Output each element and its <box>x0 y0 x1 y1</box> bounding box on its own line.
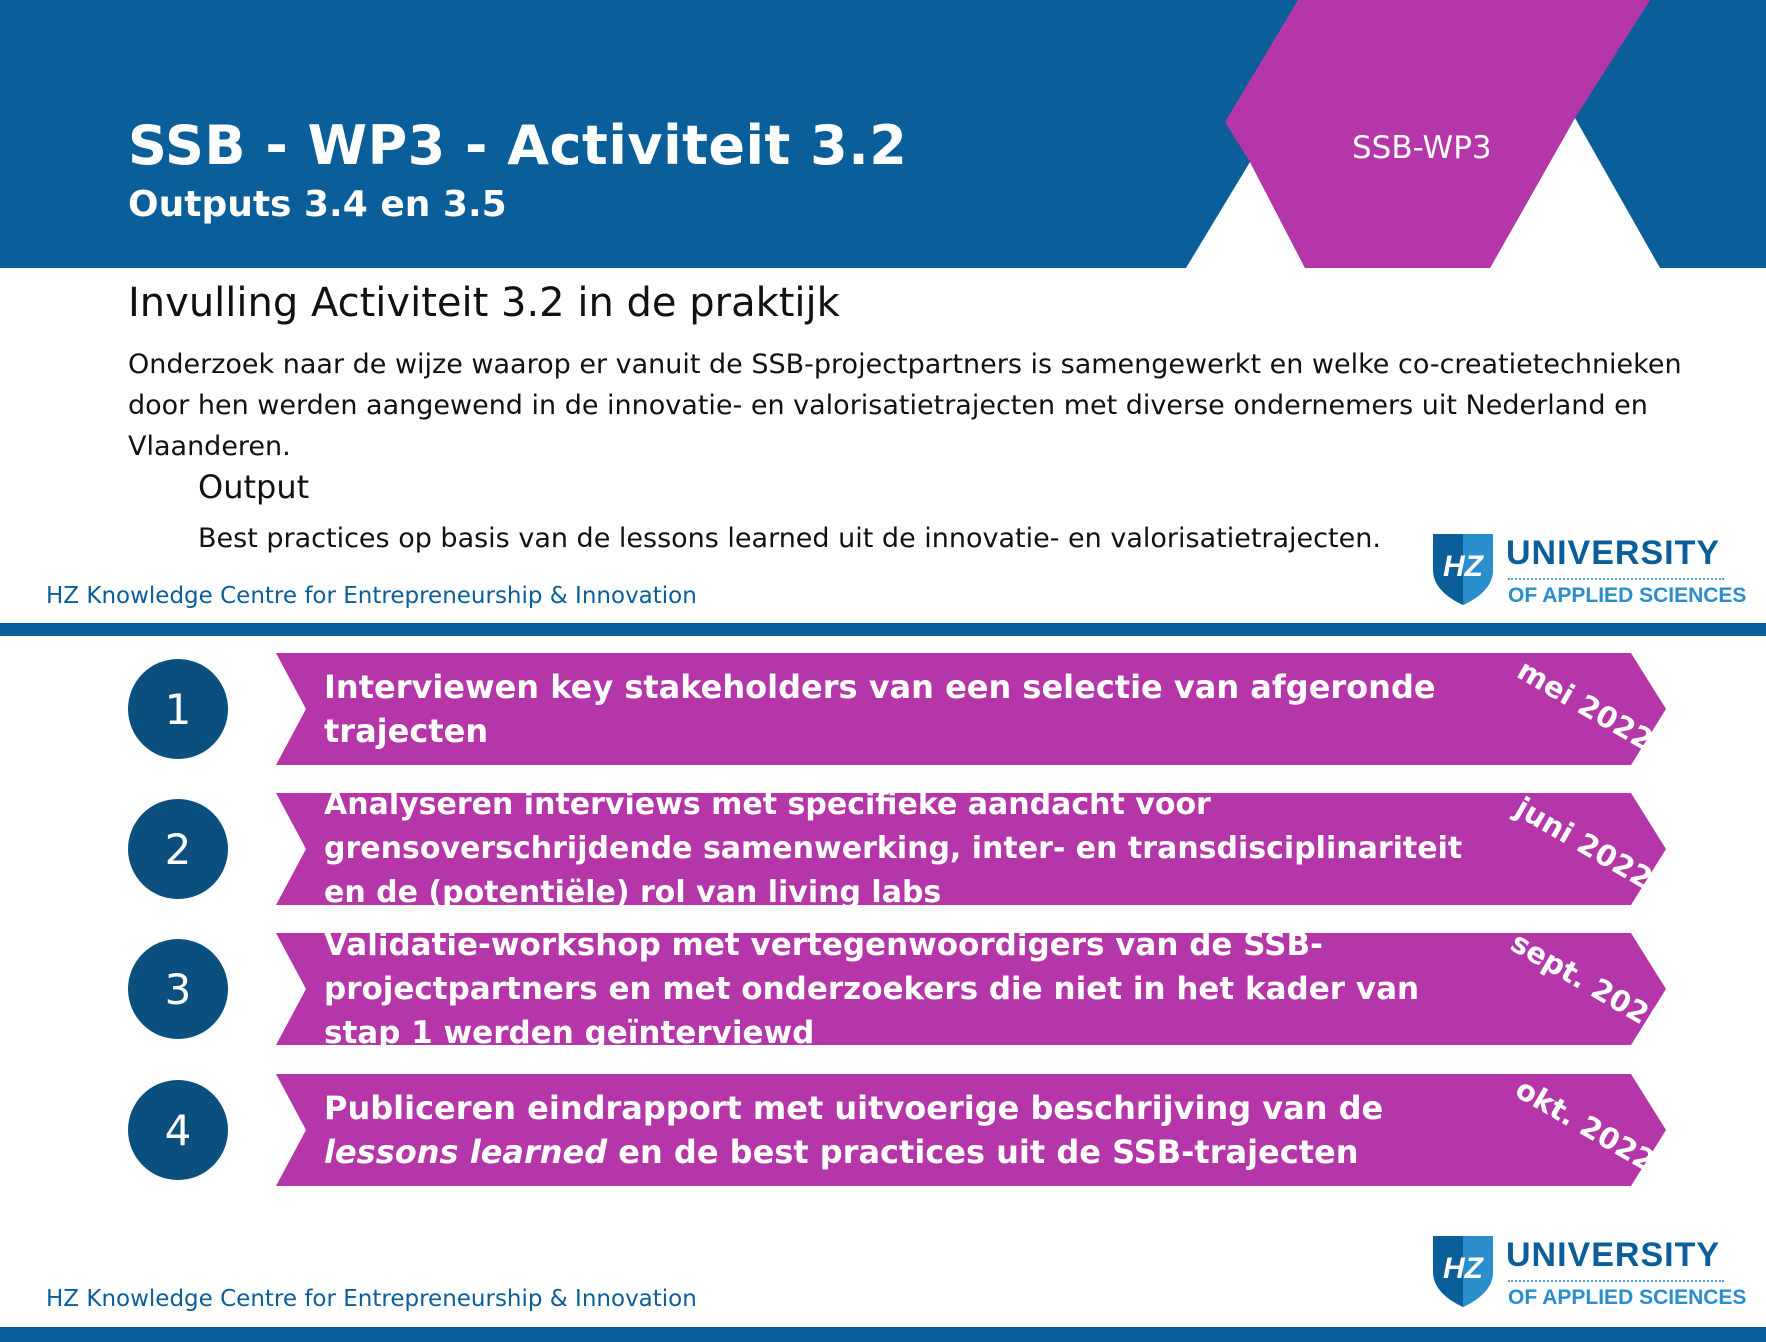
shield-icon <box>1430 1234 1496 1308</box>
logo-mark: HZ <box>1443 1252 1483 1285</box>
org-name-bottom: HZ Knowledge Centre for Entrepreneurship & Innovation <box>46 1286 697 1312</box>
step-date: sept. 2022 <box>1505 924 1673 1042</box>
step-number-badge: 2 <box>128 799 228 899</box>
step-date: okt. 2022 <box>1509 1071 1662 1179</box>
footer-bar <box>0 1327 1766 1342</box>
step-date: mei 2022 <box>1511 652 1660 758</box>
step-description: Analyseren interviews met specifieke aandacht voor grensoverschrijdende samenwerking, inter- en transdisciplinariteit en de (potentiële) rol van living labs <box>324 787 1463 910</box>
step-text-part: Publiceren eindrapport met uitvoerige beschrijving van de <box>324 1089 1384 1127</box>
org-name-top: HZ Knowledge Centre for Entrepreneurship & Innovation <box>46 583 697 609</box>
step-description: Validatie-workshop met vertegenwoordigers van de SSB-projectpartners en met onderzoekers die niet in het kader van stap 1 werden geïnterviewd <box>324 927 1420 1051</box>
step-number-badge: 1 <box>128 659 228 759</box>
output-description: Best practices op basis van de lessons learned uit de innovatie- en valorisatietrajecten. <box>198 523 1381 554</box>
step-number-badge: 3 <box>128 939 228 1039</box>
step-date: juni 2022 <box>1509 790 1659 896</box>
header-banner <box>0 0 1766 268</box>
section-title: Invulling Activiteit 3.2 in de praktijk <box>128 280 840 326</box>
logo-line1: UNIVERSITY <box>1506 534 1721 572</box>
step-description: Interviewen key stakeholders van een selectie van afgeronde trajecten <box>324 668 1436 750</box>
logo-mark: HZ <box>1443 550 1483 583</box>
logo-dotted-rule <box>1508 578 1724 580</box>
hz-logo-top <box>1430 532 1747 612</box>
page-subtitle: Outputs 3.4 en 3.5 <box>128 184 507 225</box>
logo-line1: UNIVERSITY <box>1506 1236 1721 1274</box>
output-heading: Output <box>198 468 310 506</box>
section-description: Onderzoek naar de wijze waarop er vanuit de SSB-projectpartners is samengewerkt en welke co-creatietechnieken door hen werden aangewend in de innovatie- en valorisatietrajecten met diverse ondernemers uit Nederland en Vlaanderen. <box>128 349 1682 462</box>
logo-line2: OF APPLIED SCIENCES <box>1508 584 1747 607</box>
section-divider <box>0 623 1766 636</box>
project-tag: SSB-WP3 <box>1352 130 1492 166</box>
page-title: SSB - WP3 - Activiteit 3.2 <box>128 114 908 177</box>
step-description <box>324 1074 1504 1186</box>
step-number-badge: 4 <box>128 1080 228 1180</box>
step-text-part: en de best practices uit de SSB-trajecten <box>607 1133 1359 1171</box>
hz-logo-bottom <box>1430 1234 1747 1314</box>
shield-icon <box>1430 532 1496 606</box>
logo-line2: OF APPLIED SCIENCES <box>1508 1286 1747 1309</box>
step-text-emphasis: lessons learned <box>324 1133 608 1171</box>
logo-dotted-rule <box>1508 1280 1724 1282</box>
